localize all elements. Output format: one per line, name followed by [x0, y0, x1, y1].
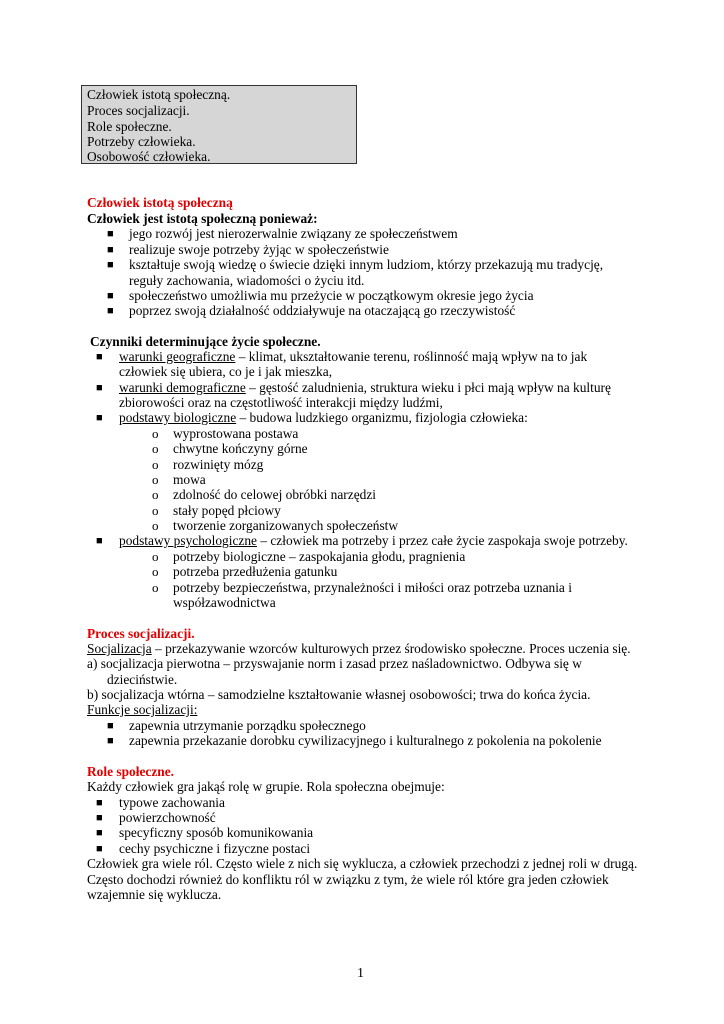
list-item-continuation: zbiorowości oraz na częstotliwość interakcji między ludźmi,: [119, 395, 443, 410]
list-item: [119, 533, 628, 549]
square-bullet-icon: ■: [107, 244, 114, 256]
square-bullet-icon: ■: [96, 412, 103, 424]
list-item: jego rozwój jest nierozerwalnie związany ze społeczeństwem: [129, 226, 458, 241]
square-bullet-icon: ■: [107, 228, 114, 240]
circle-bullet-icon: o: [152, 472, 159, 487]
sub-list-item: potrzeba przedłużenia gatunku: [173, 564, 338, 579]
list-item-text: – budowa ludzkiego organizmu, fizjologia człowieka:: [236, 410, 528, 425]
circle-bullet-icon: o: [152, 518, 159, 533]
page-number: 1: [357, 966, 364, 981]
square-bullet-icon: ■: [107, 290, 114, 302]
square-bullet-icon: ■: [107, 735, 114, 747]
square-bullet-icon: ■: [107, 305, 114, 317]
toc-item: Proces socjalizacji.: [87, 103, 190, 118]
toc-item: Człowiek istotą społeczną.: [87, 87, 231, 102]
square-bullet-icon: ■: [96, 797, 103, 809]
sub-list-item: chwytne kończyny górne: [173, 441, 308, 456]
paragraph-line: wzajemnie się wyklucza.: [87, 887, 222, 902]
list-item-continuation: człowiek się ubiera, co je i jak mieszka,: [119, 364, 333, 379]
list-item: [119, 380, 611, 396]
section-heading: Proces socjalizacji.: [87, 626, 195, 641]
toc-item: Potrzeby człowieka.: [87, 134, 196, 149]
underlined-term: warunki demograficzne: [119, 380, 246, 395]
square-bullet-icon: ■: [96, 812, 103, 824]
toc-item: Osobowość człowieka.: [87, 149, 211, 164]
functions-label: Funkcje socjalizacji:: [87, 702, 198, 717]
list-item: społeczeństwo umożliwia mu przeżycie w początkowym okresie jego życia: [129, 288, 534, 303]
toc-item: Role społeczne.: [87, 119, 172, 134]
list-item: poprzez swoją działalność oddziaływuje na otaczającą go rzeczywistość: [129, 303, 516, 318]
list-item: typowe zachowania: [119, 795, 225, 810]
section-heading: Człowiek istotą społeczną: [87, 195, 233, 210]
sub-list-item-continuation: współzawodnictwa: [173, 595, 276, 610]
list-item: [119, 410, 528, 426]
underlined-term: warunki geograficzne: [119, 349, 236, 364]
square-bullet-icon: ■: [96, 843, 103, 855]
sub-list-item: rozwinięty mózg: [173, 457, 264, 472]
circle-bullet-icon: o: [152, 487, 159, 502]
circle-bullet-icon: o: [152, 441, 159, 456]
circle-bullet-icon: o: [152, 564, 159, 579]
section-heading: Role społeczne.: [87, 764, 175, 779]
list-item: zapewnia utrzymanie porządku społecznego: [129, 718, 366, 733]
definition: [87, 641, 631, 657]
sub-list-item: zdolność do celowej obróbki narzędzi: [173, 487, 377, 502]
list-item: kształtuje swoją wiedzę o świecie dzięki innym ludziom, którzy przekazują mu tradycję,: [129, 257, 604, 272]
list-item-text: – gęstość zaludnienia, struktura wieku i płci mają wpływ na kulturę: [245, 380, 611, 395]
underlined-term: Socjalizacja: [87, 641, 152, 656]
circle-bullet-icon: o: [152, 457, 159, 472]
table-of-contents-box: [81, 85, 357, 164]
sub-list-item: stały popęd płciowy: [173, 503, 281, 518]
paragraph-line: Każdy człowiek gra jakąś rolę w grupie. Rola społeczna obejmuje:: [87, 779, 445, 794]
definition-text: – przekazywanie wzorców kulturowych przez środowisko społeczne. Proces uczenia się.: [151, 641, 631, 656]
circle-bullet-icon: o: [152, 426, 159, 441]
list-item-text: – klimat, ukształtowanie terenu, roślinność mają wpływ na to jak: [235, 349, 588, 364]
circle-bullet-icon: o: [152, 580, 159, 595]
list-item-continuation: reguły zachowania, wiadomości o życiu itd.: [129, 273, 365, 288]
list-item: realizuje swoje potrzeby żyjąc w społeczeństwie: [129, 242, 389, 257]
square-bullet-icon: ■: [107, 259, 114, 271]
list-item-text: – człowiek ma potrzeby i przez całe życie zaspokaja swoje potrzeby.: [256, 533, 628, 548]
sub-list-item: potrzeby biologiczne – zaspokajania głodu, pragnienia: [173, 549, 466, 564]
section-subheading: Czynniki determinujące życie społeczne.: [90, 334, 321, 349]
square-bullet-icon: ■: [96, 535, 103, 547]
list-item: cechy psychiczne i fizyczne postaci: [119, 841, 311, 856]
paragraph-line: b) socjalizacja wtórna – samodzielne kształtowanie własnej osobowości; trwa do końca życia.: [87, 687, 591, 702]
square-bullet-icon: ■: [107, 720, 114, 732]
sub-list-item: tworzenie zorganizowanych społeczeństw: [173, 518, 399, 533]
paragraph-line: Często dochodzi również do konfliktu ról w związku z tym, że wiele ról które gra jeden człowiek: [87, 872, 609, 887]
list-item: specyficzny sposób komunikowania: [119, 825, 314, 840]
list-item: [119, 349, 587, 365]
circle-bullet-icon: o: [152, 503, 159, 518]
square-bullet-icon: ■: [96, 827, 103, 839]
list-item: zapewnia przekazanie dorobku cywilizacyjnego i kulturalnego z pokolenia na pokolenie: [129, 733, 602, 748]
section-subheading: Człowiek jest istotą społeczną ponieważ:: [87, 211, 318, 226]
sub-list-item: mowa: [173, 472, 206, 487]
sub-list-item: wyprostowana postawa: [173, 426, 299, 441]
underlined-term: podstawy psychologiczne: [119, 533, 257, 548]
paragraph-line: Człowiek gra wiele ról. Często wiele z nich się wyklucza, a człowiek przechodzi z jednej roli w drugą.: [87, 856, 638, 871]
underlined-term: podstawy biologiczne: [119, 410, 237, 425]
paragraph-line: a) socjalizacja pierwotna – przyswajanie norm i zasad przez naśladownictwo. Odbywa się w: [87, 656, 582, 671]
sub-list-item: potrzeby bezpieczeństwa, przynależności i miłości oraz potrzeba uznania i: [173, 580, 572, 595]
square-bullet-icon: ■: [96, 351, 103, 363]
circle-bullet-icon: o: [152, 549, 159, 564]
square-bullet-icon: ■: [96, 382, 103, 394]
list-item: powierzchowność: [119, 810, 216, 825]
paragraph-line: dzieciństwie.: [107, 672, 178, 687]
